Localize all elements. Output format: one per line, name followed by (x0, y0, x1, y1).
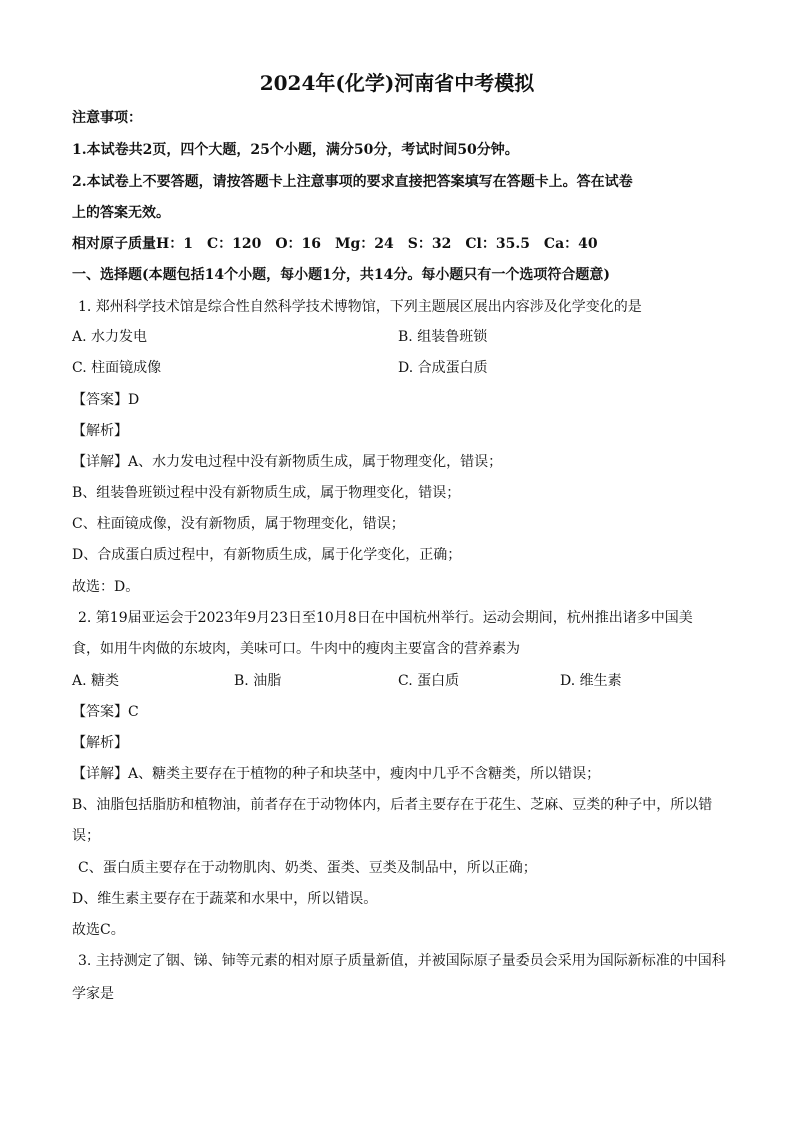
q1-detail-line: D、合成蛋白质过程中，有新物质生成，属于化学变化，正确； (72, 547, 462, 563)
q2-analysis-label: 【解析】 (72, 735, 128, 751)
q2-option-d: D. 维生素 (560, 673, 622, 689)
q2-detail-line: 【详解】A、糖类主要存在于植物的种子和块茎中，瘦肉中几乎不含糖类，所以错误； (72, 766, 601, 782)
notice-item-1: 1.本试卷共2页，四个大题，25个小题，满分50分，考试时间50分钟。 (72, 142, 519, 158)
section-heading: 一、选择题(本题包括14个小题，每小题1分，共14分。每小题只有一个选项符合题意) (72, 267, 610, 283)
page-title: 2024年(化学)河南省中考模拟 (259, 71, 535, 95)
question-3-stem-line1: 3. 主持测定了铟、锑、铈等元素的相对原子质量新值，并被国际原子量委员会采用为国际新标准的中国科 (78, 953, 726, 969)
q2-detail-line: C、蛋白质主要存在于动物肌肉、奶类、蛋类、豆类及制品中，所以正确； (78, 860, 537, 876)
question-3-stem-line2: 学家是 (72, 986, 114, 1002)
q2-option-b: B. 油脂 (234, 673, 282, 689)
q1-analysis-label: 【解析】 (72, 423, 128, 439)
q1-option-a: A. 水力发电 (72, 329, 148, 345)
q2-option-c: C. 蛋白质 (398, 673, 460, 689)
notice-item-2-line2: 上的答案无效。 (72, 205, 170, 221)
q1-option-d: D. 合成蛋白质 (398, 360, 488, 376)
q1-option-c: C. 柱面镜成像 (72, 360, 162, 376)
q2-detail-line: B、油脂包括脂肪和植物油，前者存在于动物体内，后者主要存在于花生、芝麻、豆类的种子中，所以错 (72, 797, 713, 813)
q1-conclusion: 故选：D。 (72, 579, 140, 595)
q2-option-a: A. 糖类 (72, 673, 120, 689)
q2-detail-line: D、维生素主要存在于蔬菜和水果中，所以错误。 (72, 891, 378, 907)
q2-answer: 【答案】C (72, 704, 139, 720)
q2-detail-line: 误； (72, 828, 100, 844)
q1-detail-line: C、柱面镜成像，没有新物质，属于物理变化，错误； (72, 516, 405, 532)
notice-item-2-line1: 2.本试卷上不要答题，请按答题卡上注意事项的要求直接把答案填写在答题卡上。答在试卷 (72, 174, 633, 190)
q1-detail-line: B、组装鲁班锁过程中没有新物质生成，属于物理变化，错误； (72, 485, 461, 501)
question-2-stem-line2: 食，如用牛肉做的东坡肉，美味可口。牛肉中的瘦肉主要富含的营养素为 (72, 641, 520, 657)
notice-heading: 注意事项： (72, 110, 142, 126)
q1-detail-line: 【详解】A、水力发电过程中没有新物质生成，属于物理变化，错误； (72, 454, 503, 470)
q1-answer: 【答案】D (72, 392, 140, 408)
atomic-masses: 相对原子质量H：1 C：120 O：16 Mg：24 S：32 Cl：35.5 Ca：40 (72, 236, 598, 252)
q1-option-b: B. 组装鲁班锁 (398, 329, 488, 345)
q2-conclusion: 故选C。 (72, 922, 125, 938)
question-2-stem-line1: 2. 第19届亚运会于2023年9月23日至10月8日在中国杭州举行。运动会期间，杭州推出诸多中国美 (78, 610, 693, 626)
question-1-stem: 1. 郑州科学技术馆是综合性自然科学技术博物馆，下列主题展区展出内容涉及化学变化的是 (78, 299, 642, 315)
